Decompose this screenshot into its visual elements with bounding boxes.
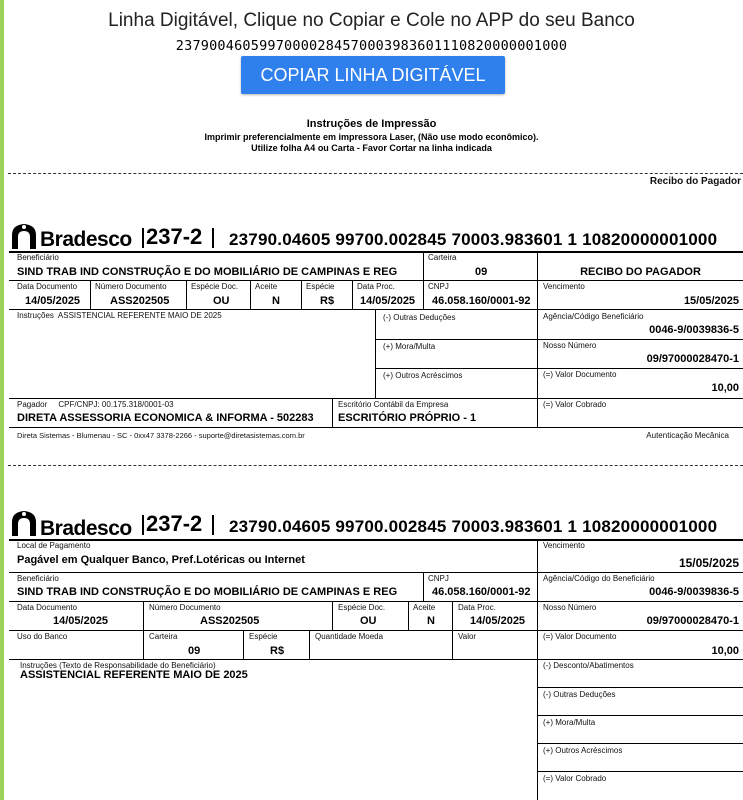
label-carteira: Carteira	[428, 253, 457, 262]
divider	[212, 228, 214, 248]
label-valor-cobrado-2: (=) Valor Cobrado	[543, 774, 607, 783]
pagador-nome: DIRETA ASSESSORIA ECONOMICA & INFORMA - 502283	[17, 412, 314, 424]
label-mora-multa-2: (+) Mora/Multa	[543, 718, 596, 727]
rule	[538, 687, 743, 688]
label-valor-documento: (=) Valor Documento	[543, 370, 617, 379]
rule	[9, 572, 743, 573]
barcode-line: 23790.04605 99700.002845 70003.983601 1 10820000001000	[229, 230, 718, 249]
label-data-proc: Data Proc.	[357, 282, 395, 291]
label-especie-2: Espécie	[249, 632, 278, 641]
vencimento-value: 15/05/2025	[683, 295, 739, 307]
instrucao-value-2: ASSISTENCIAL REFERENTE MAIO DE 2025	[20, 669, 248, 681]
divider	[352, 281, 353, 309]
rule	[538, 743, 743, 744]
carteira-value: 09	[475, 266, 488, 278]
label-autenticacao: Autenticação Mecânica	[646, 431, 729, 440]
cut-line-2	[8, 465, 743, 466]
divider	[243, 631, 244, 659]
carteira-value-2: 09	[188, 645, 201, 657]
rule	[376, 339, 743, 340]
label-beneficiario: Beneficiário	[17, 253, 59, 262]
beneficiario-value: SIND TRAB IND CONSTRUÇÃO E DO MOBILIÁRIO DE CAMPINAS E REG	[17, 266, 398, 278]
divider	[142, 515, 144, 535]
label-escritorio: Escritório Contábil da Empresa	[338, 400, 449, 409]
data-documento-value-2: 14/05/2025	[53, 615, 109, 627]
label-cnpj-2: CNPJ	[428, 574, 449, 583]
divider	[375, 310, 376, 398]
label-quantidade-moeda: Quantidade Moeda	[315, 632, 384, 641]
especie-doc-value: OU	[213, 295, 230, 307]
divider	[408, 602, 409, 630]
data-proc-value-2: 14/05/2025	[470, 615, 526, 627]
divider	[309, 631, 310, 659]
divider	[423, 573, 424, 601]
label-outras-deducoes-2: (-) Outras Deduções	[543, 690, 616, 699]
especie-value-2: R$	[270, 645, 285, 657]
rule	[9, 398, 743, 399]
label-data-proc-2: Data Proc.	[458, 603, 496, 612]
divider	[143, 602, 144, 630]
divider	[537, 310, 538, 428]
local-pagamento-value: Pagável em Qualquer Banco, Pref.Lotéricas ou Internet	[17, 554, 305, 566]
label-valor-cobrado: (=) Valor Cobrado	[543, 400, 607, 409]
label-valor: Valor	[458, 632, 477, 641]
rule	[9, 659, 743, 660]
label-especie-doc-2: Espécie Doc.	[338, 603, 386, 612]
bank-code: 237-2	[146, 224, 203, 249]
rule	[9, 309, 743, 310]
valor-documento-value: 10,00	[711, 382, 739, 394]
cnpj-value-2: 46.058.160/0001-92	[432, 586, 531, 598]
copy-linha-button[interactable]: COPIAR LINHA DIGITÁVEL	[241, 56, 505, 94]
label-numero-documento: Número Documento	[95, 282, 167, 291]
divider	[452, 602, 453, 630]
aceite-value: N	[272, 295, 280, 307]
nosso-numero-value-2: 09/97000028470-1	[646, 615, 739, 627]
divider	[537, 602, 538, 630]
linha-digitavel: 23790046059970000284570003983601110820000001000	[175, 38, 568, 54]
rule	[538, 771, 743, 772]
rule	[9, 539, 743, 541]
rule	[9, 280, 743, 281]
bank-name-2: Bradesco	[40, 517, 132, 540]
label-aceite-2: Aceite	[413, 603, 436, 612]
rule	[9, 427, 743, 428]
label-carteira-2: Carteira	[149, 632, 178, 641]
especie-value: R$	[320, 295, 335, 307]
label-data-documento-2: Data Documento	[17, 603, 78, 612]
beneficiario-value-2: SIND TRAB IND CONSTRUÇÃO E DO MOBILIÁRIO DE CAMPINAS E REG	[17, 586, 398, 598]
divider	[142, 228, 144, 248]
data-proc-value: 14/05/2025	[360, 295, 416, 307]
bradesco-tree-icon	[9, 221, 39, 251]
rule	[9, 601, 743, 602]
divider	[537, 281, 538, 309]
label-instrucoes-resp: Instruções (Texto de Responsabilidade do Beneficiário)	[20, 661, 216, 670]
rule	[9, 251, 743, 253]
label-aceite: Aceite	[255, 282, 278, 291]
divider	[332, 399, 333, 427]
divider	[186, 281, 187, 309]
escritorio-value: ESCRITÓRIO PRÓPRIO - 1	[338, 412, 477, 424]
instrucao-text: ASSISTENCIAL REFERENTE MAIO DE 2025	[57, 311, 222, 320]
divider	[537, 631, 538, 659]
label-outros-acrescimos-2: (+) Outros Acréscimos	[543, 746, 623, 755]
label-especie-doc: Espécie Doc.	[191, 282, 239, 291]
valor-documento-value-2: 10,00	[711, 645, 739, 657]
page-headline: Linha Digitável, Clique no Copiar e Cole no APP do seu Banco	[108, 10, 635, 31]
label-agencia-codigo: Agência/Código Beneficiário	[543, 312, 644, 321]
print-instructions-line2: Utilize folha A4 ou Carta - Favor Cortar na linha indicada	[251, 143, 492, 153]
label-outras-deducoes: (-) Outras Deduções	[383, 313, 456, 322]
barcode-line-2: 23790.04605 99700.002845 70003.983601 1 10820000001000	[229, 517, 718, 536]
label-especie: Espécie	[306, 282, 335, 291]
bank-code-2: 237-2	[146, 511, 203, 536]
vencimento-value-2: 15/05/2025	[678, 556, 739, 570]
data-documento-value: 14/05/2025	[25, 295, 81, 307]
divider	[212, 515, 214, 535]
print-instructions-line1: Imprimir preferencialmente em impressora Laser, (Não use modo econômico).	[204, 132, 539, 142]
divider	[90, 281, 91, 309]
label-nosso-numero-2: Nosso Número	[543, 603, 597, 612]
agencia-codigo-value: 0046-9/0039836-5	[649, 324, 739, 336]
numero-documento-value: ASS202505	[110, 295, 170, 307]
bradesco-logo-2	[9, 508, 39, 543]
label-agencia-codigo-2: Agência/Código do Beneficiário	[543, 574, 655, 583]
agencia-codigo-value-2: 0046-9/0039836-5	[649, 586, 739, 598]
label-uso-banco: Uso do Banco	[17, 632, 68, 641]
especie-doc-value-2: OU	[360, 615, 377, 627]
divider	[143, 631, 144, 659]
label-instrucoes: Instruções ASSISTENCIAL REFERENTE MAIO DE 2025	[17, 311, 222, 320]
recibo-title: RECIBO DO PAGADOR	[580, 266, 701, 278]
print-instructions-title: Instruções de Impressão	[306, 118, 437, 130]
label-numero-documento-2: Número Documento	[149, 603, 221, 612]
divider	[301, 281, 302, 309]
cut-line	[8, 173, 743, 174]
divider	[250, 281, 251, 309]
label-local-pagamento: Local de Pagamento	[17, 541, 91, 550]
cnpj-value: 46.058.160/0001-92	[432, 295, 531, 307]
divider	[332, 602, 333, 630]
numero-documento-value-2: ASS202505	[200, 615, 260, 627]
divider	[452, 631, 453, 659]
rule	[9, 630, 743, 631]
recibo-pagador-label: Recibo do Pagador	[649, 176, 741, 187]
label-nosso-numero: Nosso Número	[543, 341, 597, 350]
divider	[423, 252, 424, 280]
divider	[537, 573, 538, 601]
label-cnpj: CNPJ	[428, 282, 449, 291]
label-mora-multa: (+) Mora/Multa	[383, 342, 436, 351]
label-outros-acrescimos: (+) Outros Acréscimos	[383, 371, 463, 380]
label-beneficiario-2: Beneficiário	[17, 574, 59, 583]
bank-name: Bradesco	[40, 228, 132, 251]
label-data-documento: Data Documento	[17, 282, 78, 291]
divider	[537, 540, 538, 572]
aceite-value-2: N	[427, 615, 435, 627]
rule	[538, 715, 743, 716]
pagador-cpf: CPF/CNPJ: 00.175.318/0001-03	[58, 400, 174, 409]
divider	[423, 281, 424, 309]
label-pagador: Pagador CPF/CNPJ: 00.175.318/0001-03	[17, 400, 174, 409]
label-desconto: (-) Desconto/Abatimentos	[543, 661, 634, 670]
bradesco-tree-icon	[9, 508, 39, 538]
rule	[376, 368, 743, 369]
footer-credit: Direta Sistemas - Blumenau - SC - 0xx47 3378-2266 - suporte@diretasistemas.com.br	[17, 431, 305, 440]
divider	[537, 660, 538, 800]
label-valor-documento-2: (=) Valor Documento	[543, 632, 617, 641]
label-vencimento-2: Vencimento	[543, 541, 585, 550]
nosso-numero-value: 09/97000028470-1	[646, 353, 739, 365]
label-vencimento: Vencimento	[543, 282, 585, 291]
